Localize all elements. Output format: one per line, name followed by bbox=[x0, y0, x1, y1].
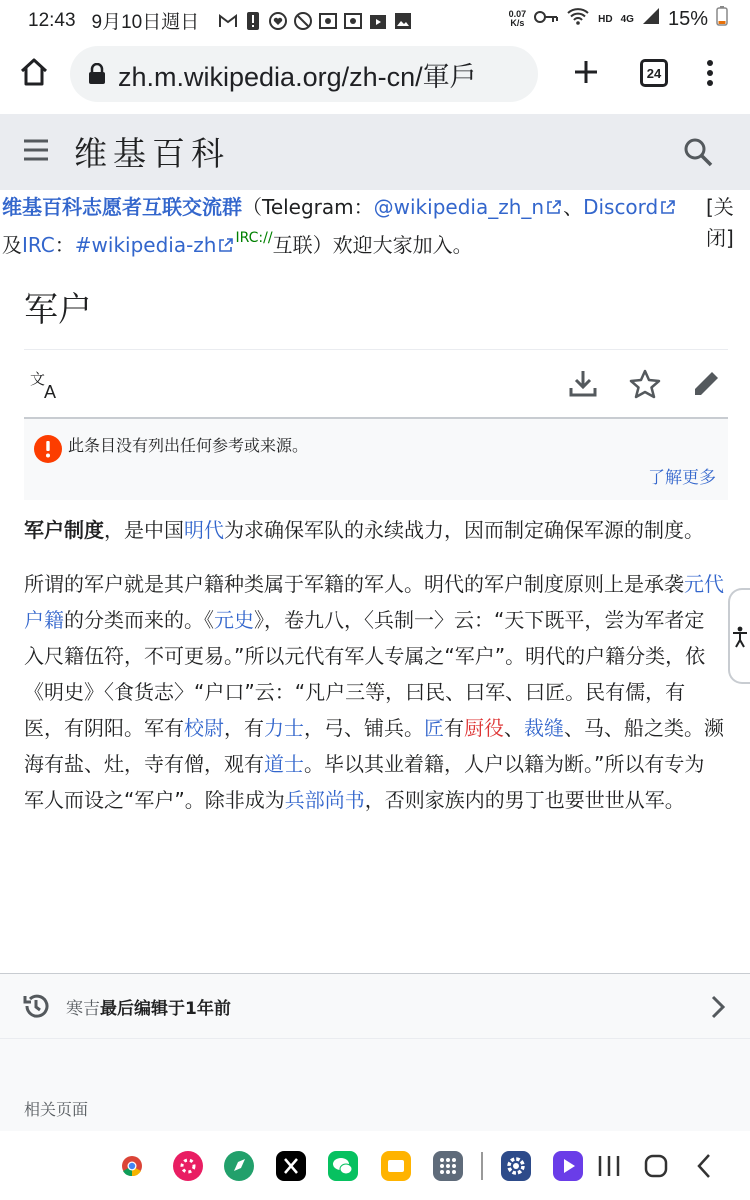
svg-text:文: 文 bbox=[30, 370, 46, 388]
group-link[interactable]: 维基百科志愿者互联交流群 bbox=[2, 195, 242, 219]
external-link-icon bbox=[660, 193, 675, 208]
photo-app-icon bbox=[319, 12, 337, 30]
link-yuanshi[interactable]: 元史 bbox=[214, 608, 254, 632]
folder-app-icon[interactable] bbox=[381, 1151, 411, 1181]
back-icon[interactable] bbox=[692, 1152, 718, 1180]
banner-close-button[interactable]: [关 闭] bbox=[706, 195, 734, 250]
download-icon[interactable] bbox=[568, 368, 598, 398]
link-caifeng[interactable]: 裁缝 bbox=[524, 716, 564, 740]
signal-label: 4G bbox=[620, 13, 634, 25]
recent-apps-icon[interactable] bbox=[596, 1152, 622, 1180]
banner-line-2 bbox=[2, 223, 473, 261]
paragraph-2 bbox=[24, 566, 724, 818]
accessibility-icon[interactable] bbox=[731, 626, 749, 648]
ambox-notice bbox=[24, 419, 728, 500]
url-text[interactable]: zh.m.wikipedia.org/zh-cn/軍戶 bbox=[118, 61, 477, 92]
browser-toolbar bbox=[0, 36, 750, 114]
sitenotice-banner bbox=[0, 190, 750, 257]
gallery-icon bbox=[394, 12, 412, 30]
link-lishi[interactable]: 力士 bbox=[264, 716, 304, 740]
discord-link[interactable]: Discord bbox=[583, 195, 659, 219]
key-icon bbox=[534, 8, 558, 30]
page-actions bbox=[24, 350, 728, 418]
link-yuan-huji[interactable]: 元代户籍 bbox=[24, 572, 724, 632]
tab-switcher-button[interactable]: 24 bbox=[640, 59, 668, 87]
system-navigation-bar bbox=[0, 1132, 750, 1200]
link-xiaowei[interactable]: 校尉 bbox=[184, 716, 224, 740]
text-span: ，否则家族内的男丁也要世世从军。 bbox=[364, 788, 685, 812]
taskbar-divider bbox=[481, 1152, 483, 1180]
chevron-right-icon[interactable] bbox=[708, 994, 728, 1020]
menu-icon[interactable] bbox=[22, 138, 50, 162]
wechat-app-icon[interactable] bbox=[328, 1151, 358, 1181]
history-icon bbox=[22, 992, 50, 1020]
wifi-icon bbox=[566, 7, 590, 31]
apps-grid-icon[interactable] bbox=[433, 1151, 463, 1181]
wiki-header bbox=[0, 114, 750, 190]
text-span: 》，卷九八，〈兵制一〉云：“天下既平，尝为军者定入尺籍伍符，不可更易。”所以元代有军人专属之“军户”。明代的户籍分类，依《明史》〈食货志〉“户口”云：“凡户三等，曰民、曰军、曰匠。民有儒，有医，有阴阳。军有 bbox=[24, 608, 706, 740]
gmail-icon bbox=[219, 12, 237, 30]
text-span: 。毕以其业着籍，人户以籍为断。”所以有专为军人而设之“军户”。除非成为 bbox=[24, 752, 705, 812]
link-jiang[interactable]: 匠 bbox=[424, 716, 444, 740]
home-button-icon[interactable] bbox=[643, 1152, 669, 1180]
lead-term: 军户制度 bbox=[24, 518, 104, 542]
paragraph-1 bbox=[24, 512, 724, 548]
lock-icon[interactable] bbox=[88, 63, 106, 85]
banner-sep: 、 bbox=[563, 195, 584, 219]
related-pages-heading: 相关页面 bbox=[24, 1100, 89, 1119]
page-title: 军户 bbox=[24, 290, 92, 330]
photo-app-icon-2 bbox=[344, 12, 362, 30]
external-link-icon bbox=[218, 231, 233, 246]
text-span: 所谓的军户就是其户籍种类属于军籍的军人。明代的军户制度原则上是承袭 bbox=[24, 572, 684, 596]
home-icon[interactable] bbox=[18, 56, 50, 88]
banner-line-1 bbox=[2, 192, 677, 223]
edit-icon[interactable] bbox=[692, 368, 722, 398]
text-span: 有 bbox=[444, 716, 464, 740]
accessibility-tab[interactable] bbox=[728, 588, 750, 684]
text-span: 、马、船之类。濒海有盐、灶，寺有僧，观有 bbox=[24, 716, 724, 776]
x-app-icon[interactable] bbox=[276, 1151, 306, 1181]
external-link-icon bbox=[546, 193, 561, 208]
settings-app-icon[interactable] bbox=[501, 1151, 531, 1181]
search-icon[interactable] bbox=[682, 136, 714, 168]
text-span: 的分类而来的。《 bbox=[64, 608, 214, 632]
warning-icon bbox=[34, 435, 62, 463]
new-tab-icon[interactable] bbox=[570, 56, 602, 88]
flower-app-icon[interactable] bbox=[173, 1151, 203, 1181]
signal-icon bbox=[642, 7, 660, 31]
banner-colon: ： bbox=[54, 233, 75, 257]
star-icon[interactable] bbox=[629, 368, 661, 400]
irc-link[interactable]: IRC bbox=[22, 233, 55, 257]
alert-icon bbox=[244, 12, 262, 30]
banner-tail: 互联）欢迎大家加入。 bbox=[272, 233, 473, 257]
telegram-link[interactable]: @wikipedia_zh_n bbox=[373, 195, 545, 219]
text-span: 为求确保军队的永续战力，因而制定确保军源的制度。 bbox=[224, 518, 704, 542]
link-daoshi[interactable]: 道士 bbox=[264, 752, 304, 776]
text-span: ，有 bbox=[224, 716, 264, 740]
last-edited-bar[interactable] bbox=[0, 974, 750, 1038]
chrome-app-icon[interactable] bbox=[117, 1151, 147, 1181]
status-bar bbox=[0, 0, 750, 36]
battery-icon bbox=[716, 6, 728, 32]
text-span: 、 bbox=[504, 716, 524, 740]
link-ming-dynasty[interactable]: 明代 bbox=[184, 518, 224, 542]
notice-message: 此条目没有列出任何参考或来源。 bbox=[68, 436, 309, 455]
net-speed: 0.07 K/s bbox=[508, 9, 527, 28]
article-content bbox=[24, 512, 724, 818]
related-pages-section bbox=[0, 1039, 750, 1131]
heart-icon bbox=[269, 12, 287, 30]
hd-label: HD bbox=[598, 13, 613, 25]
battery-percent: 15% bbox=[667, 7, 708, 30]
text-span: ，弓、铺兵。 bbox=[304, 716, 424, 740]
svg-text:A: A bbox=[44, 382, 57, 400]
redlink-chuyi[interactable]: 厨役 bbox=[464, 716, 504, 740]
media-icon bbox=[369, 12, 387, 30]
irc-protocol-label: IRC:// bbox=[235, 230, 273, 246]
link-bingbu[interactable]: 兵部尚书 bbox=[284, 788, 365, 812]
banner-text: （Telegram： bbox=[242, 195, 374, 219]
banner-and: 及 bbox=[2, 233, 22, 257]
status-date: 9月10日週日 bbox=[91, 12, 200, 33]
learn-more-link[interactable]: 了解更多 bbox=[648, 468, 716, 488]
compass-app-icon[interactable] bbox=[224, 1151, 254, 1181]
status-time: 12:43 bbox=[28, 9, 76, 31]
last-edit-time: 最后编辑于1年前 bbox=[100, 999, 231, 1019]
blocked-app-icon bbox=[294, 12, 312, 30]
editor-name: 寒吉 bbox=[66, 999, 100, 1019]
text-span: ，是中国 bbox=[104, 518, 184, 542]
language-icon[interactable] bbox=[30, 370, 62, 400]
irc-channel-link[interactable]: #wikipedia-zh bbox=[74, 233, 217, 257]
last-edit-text bbox=[66, 994, 231, 1019]
more-options-icon[interactable] bbox=[700, 56, 720, 90]
video-player-app-icon[interactable] bbox=[553, 1151, 583, 1181]
wikipedia-logo[interactable]: 维基百科 bbox=[74, 134, 230, 173]
address-bar[interactable] bbox=[70, 46, 538, 102]
